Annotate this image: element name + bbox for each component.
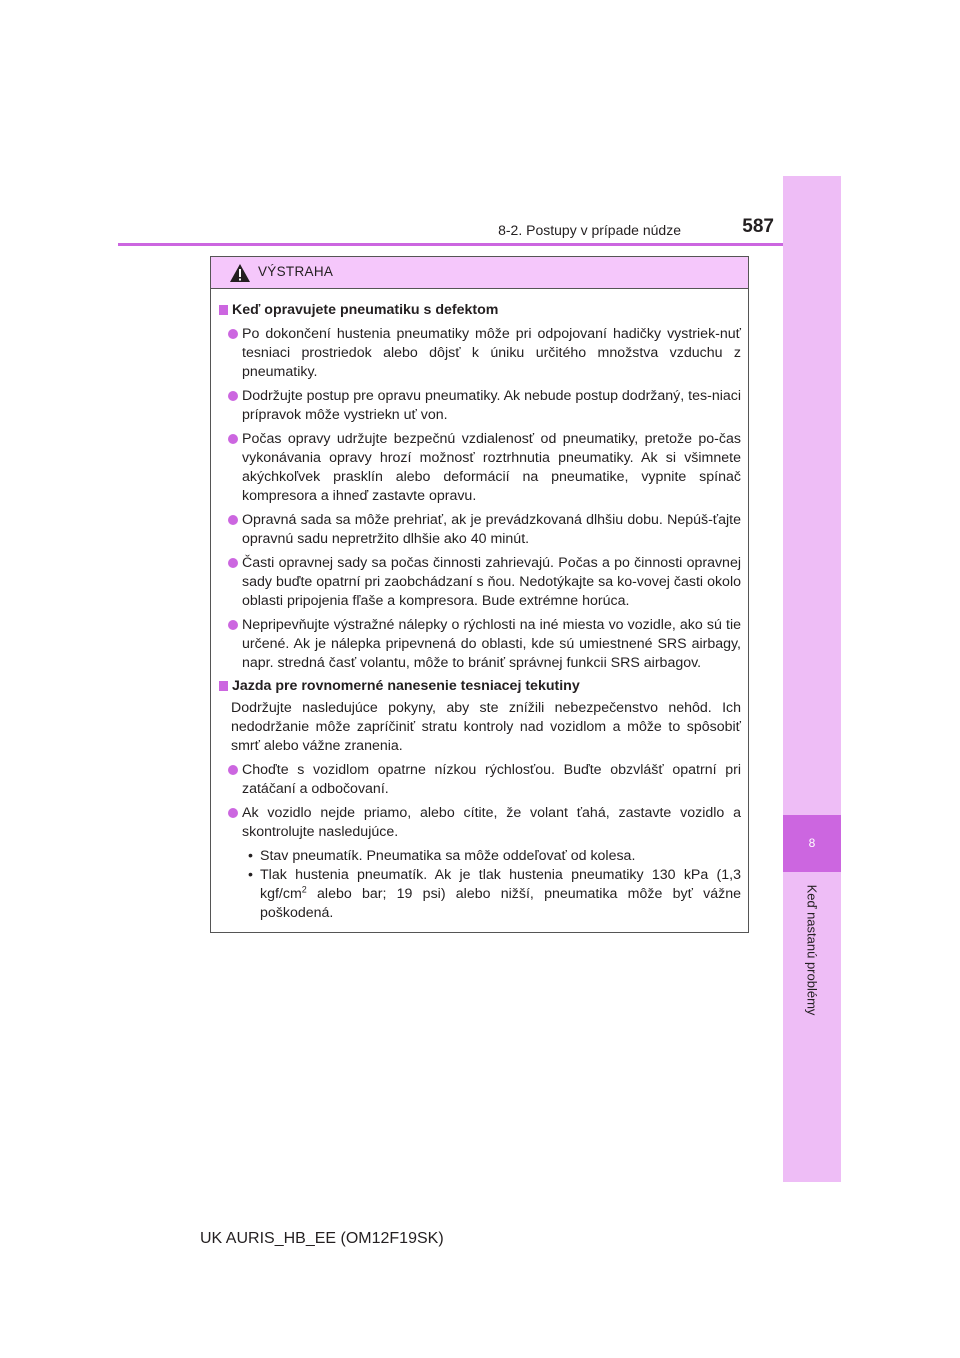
round-bullet-icon [228,515,238,525]
page-number: 587 [742,216,774,237]
header-rule [118,243,783,246]
warning-title: VÝSTRAHA [258,264,334,279]
section-heading [219,301,741,320]
sub-list-item-text: Tlak hustenia pneumatík. Ak je tlak hustenia pneumatiky 130 kPa (1,3 kgf/cm [260,867,741,902]
list-item [219,387,741,425]
list-item-text: Choďte s vozidlom opatrne nízkou rýchlosťou. Buďte obzvlášť opatrní pri zatáčaní a odbočovaní. [242,762,741,797]
chapter-side-tab [783,176,841,1182]
section-heading-text: Jazda pre rovnomerné nanesenie tesniacej tekutiny [232,678,580,694]
warning-box [210,256,749,933]
list-item-text: Nepripevňujte výstražné nálepky o rýchlosti na iné miesta vo vozidle, ako sú tie určené. Ak je nálepka pripevnená do oblasti, kde sú umiestnené SRS airbagy, napr. stredná časť volantu, môže to brániť správnej funkcii SRS airbagov. [242,617,741,671]
chapter-title: Keď nastanú problémy [804,884,820,1016]
list-item-text: Časti opravnej sady sa počas činnosti zahrievajú. Počas a po činnosti opravnej sady buďte opatrní pri zaobchádzaní s ňou. Nedotýkajte sa ko-vovej časti okolo oblasti pripojenia fľaše a kompresora. Bude extrémne horúca. [242,555,741,609]
list-item [219,761,741,799]
round-bullet-icon [228,765,238,775]
round-bullet-icon [228,391,238,401]
sub-list-item [219,866,741,923]
dot-bullet-icon: • [248,867,253,883]
list-item [219,511,741,549]
section-heading-text: Keď opravujete pneumatiku s defektom [232,302,499,318]
chapter-number: 8 [783,815,841,872]
list-item-text: Ak vozidlo nejde priamo, alebo cítite, že volant ťahá, zastavte vozidlo a skontrolujte nasledujúce. [242,805,741,840]
list-item [219,430,741,506]
round-bullet-icon [228,434,238,444]
round-bullet-icon [228,808,238,818]
list-item [219,616,741,673]
round-bullet-icon [228,558,238,568]
sub-list-item-text: Stav pneumatík. Pneumatika sa môže oddeľovať od kolesa. [260,848,636,864]
section-heading [219,677,741,696]
footer-model-code: UK AURIS_HB_EE (OM12F19SK) [200,1230,444,1247]
square-bullet-icon [219,305,228,315]
square-bullet-icon [219,681,228,691]
sub-list [219,847,741,923]
sub-list-item [219,847,741,866]
warning-header [211,257,748,289]
list-item-text: Opravná sada sa môže prehriať, ak je prevádzkovaná dlhšiu dobu. Nepúš-ťajte opravnú sadu nepretržito dlhšie ako 40 minút. [242,512,741,547]
list-item-text: Po dokončení hustenia pneumatiky môže pri odpojovaní hadičky vystriek-nuť tesniaci prostriedok alebo dôjsť k úniku určitého množstva vzduchu z pneumatiky. [242,326,741,380]
section-intro: Dodržujte nasledujúce pokyny, aby ste znížili nebezpečenstvo nehôd. Ich nedodržanie môže zapríčiniť stratu kontroly nad vozidlom a môže to spôsobiť smrť alebo vážne zranenia. [231,700,741,754]
sub-list-item-text: alebo bar; 19 psi) alebo nižší, pneumatika môže byť vážne poškodená. [260,886,741,921]
list-item [219,325,741,382]
warning-body [211,289,748,923]
round-bullet-icon [228,620,238,630]
warning-triangle-icon [229,263,251,283]
superscript: 2 [301,884,307,895]
dot-bullet-icon: • [248,848,253,864]
section-title: 8-2. Postupy v prípade núdze [498,222,681,238]
round-bullet-icon [228,329,238,339]
list-item [219,554,741,611]
list-item [219,804,741,842]
list-item-text: Dodržujte postup pre opravu pneumatiky. Ak nebude postup dodržaný, tes-niaci prípravok môže vystriekn uť von. [242,388,741,423]
list-item-text: Počas opravy udržujte bezpečnú vzdialenosť od pneumatiky, pretože po-čas vykonávania opravy hrozí možnosť roztrhnutia pneumatiky. Ak si všimnete akýchkoľvek prasklín alebo deformácií na pneumatike, vypnite spínač kompresora a ihneď zastavte opravu. [242,431,741,504]
